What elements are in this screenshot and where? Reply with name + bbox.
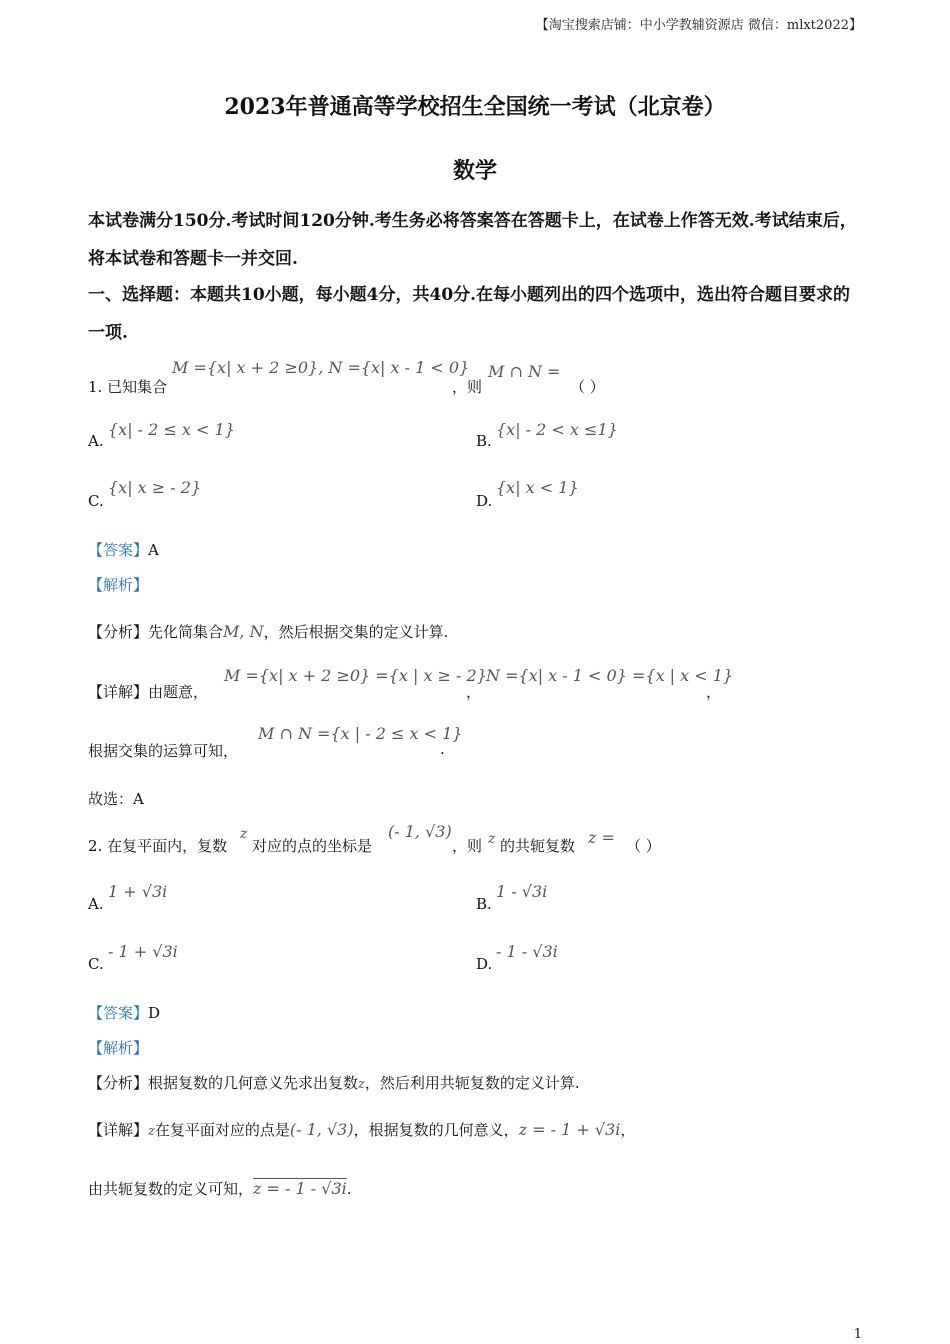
q1-analysis-tag: 【解析】 <box>88 576 149 594</box>
xiangjie-tag: 【详解】 <box>88 683 149 701</box>
answer-tag: 【答案】 <box>88 541 149 559</box>
q1-calc-math: M ∩ N ={x | - 2 ≤ x < 1} <box>258 724 463 743</box>
q2-conj <box>88 1178 352 1199</box>
q1-choose: 故选：A <box>88 790 144 808</box>
q1-answer <box>88 539 159 560</box>
q1-option-a: {x| - 2 ≤ x < 1} <box>108 420 235 439</box>
fenxi-text-a: 先化简集合 <box>148 623 224 641</box>
q1-xiangjie-sep: ， <box>466 683 482 701</box>
q1-xiangjie-m1: M ={x| x + 2 ≥0} ={x | x ≥ - 2} <box>224 666 487 685</box>
fenxi-math: M, N <box>223 622 264 641</box>
q2-option-a: 1 + √3i <box>108 882 168 901</box>
q1-paren: （ ） <box>570 378 605 396</box>
xiangjie-text-c: ， <box>620 1121 636 1139</box>
fenxi-tag: 【分析】 <box>88 1074 149 1092</box>
q2-mid1: 对应的点的坐标是 <box>252 837 373 855</box>
q1-calc-end: . <box>440 740 445 758</box>
q2-option-b-label: B. <box>476 895 492 913</box>
q2-z: z <box>240 826 248 842</box>
q1-prefix: 1. 已知集合 <box>88 378 168 396</box>
q1-option-c: {x| x ≥ - 2} <box>108 478 202 497</box>
answer-value: D <box>148 1004 161 1022</box>
q2-option-b: 1 - √3i <box>496 882 548 901</box>
q1-xiangjie <box>88 681 208 702</box>
q2-zbar: z = <box>588 828 615 847</box>
q1-option-d-label: D. <box>476 492 493 510</box>
q1-option-b: {x| - 2 < x ≤1} <box>496 420 618 439</box>
xiangjie-text-a: 在复平面对应的点是 <box>154 1121 290 1139</box>
q1-calc-text: 根据交集的运算可知， <box>88 742 239 760</box>
fenxi-text-b: ，然后利用共轭复数的定义计算. <box>364 1074 580 1092</box>
q2-z2: z <box>488 831 496 847</box>
q2-fenxi <box>88 1072 580 1093</box>
xiangjie-z: z <box>148 1124 155 1139</box>
q2-paren: （ ） <box>626 837 661 855</box>
q1-option-d: {x| x < 1} <box>496 478 579 497</box>
fenxi-text-a: 根据复数的几何意义先求出复数 <box>148 1074 359 1092</box>
q2-option-d-label: D. <box>476 955 493 973</box>
q1-mid: ，则 <box>452 378 483 396</box>
fenxi-z: z <box>358 1077 365 1092</box>
q2-point: (- 1, √3) <box>388 822 452 841</box>
answer-value: A <box>148 541 159 559</box>
header-note: 【淘宝搜索店铺：中小学教辅资源店 微信：mlxt2022】 <box>535 18 862 33</box>
xiangjie-tag: 【详解】 <box>88 1121 149 1139</box>
q2-prefix: 2. 在复平面内，复数 <box>88 837 228 855</box>
q2-mid2: ，则 <box>452 837 483 855</box>
section-heading: 一、选择题：本题共10小题，每小题4分，共40分.在每小题列出的四个选项中，选出符合题目要求的一项. <box>88 285 851 343</box>
q1-option-b-label: B. <box>476 432 492 450</box>
conj-eq: z = - 1 - √3i <box>253 1179 347 1198</box>
q2-option-a-label: A. <box>88 895 104 913</box>
conj-text-b: . <box>346 1180 352 1198</box>
q1-option-c-label: C. <box>88 492 104 510</box>
q1-xiangjie-end: ， <box>706 683 722 701</box>
fenxi-tag: 【分析】 <box>88 623 149 641</box>
q2-option-c-label: C. <box>88 955 104 973</box>
q1-stem <box>88 376 167 397</box>
q2-mid3: 的共轭复数 <box>500 837 576 855</box>
q2-option-d: - 1 - √3i <box>496 942 558 961</box>
xiangjie-eq: z = - 1 + √3i <box>518 1120 621 1139</box>
page-number: 1 <box>853 1327 862 1342</box>
q1-fenxi <box>88 621 448 642</box>
conj-text-a: 由共轭复数的定义可知， <box>88 1180 254 1198</box>
q2-option-c: - 1 + √3i <box>108 942 178 961</box>
xiangjie-text-a: 由题意， <box>148 683 209 701</box>
xiangjie-text-b: ，根据复数的几何意义， <box>353 1121 519 1139</box>
instructions: 本试卷满分150分.考试时间120分钟.考生务必将答案答在答题卡上，在试卷上作答无效.考试结束后，将本试卷和答题卡一并交回. <box>88 211 857 269</box>
q1-expr: M ∩ N = <box>488 362 561 381</box>
q1-sets: M ={x| x + 2 ≥0}, N ={x| x - 1 < 0} <box>172 358 470 377</box>
xiangjie-point: (- 1, √3) <box>289 1120 354 1139</box>
q1-option-a-label: A. <box>88 432 104 450</box>
exam-subject: 数学 <box>452 158 497 184</box>
q2-xiangjie <box>88 1119 635 1140</box>
q1-xiangjie-m2: N ={x| x - 1 < 0} ={x | x < 1} <box>486 666 734 685</box>
q2-analysis-tag: 【解析】 <box>88 1039 149 1057</box>
answer-tag: 【答案】 <box>88 1004 149 1022</box>
fenxi-text-b: ，然后根据交集的定义计算. <box>263 623 449 641</box>
q2-answer <box>88 1002 160 1023</box>
exam-title: 2023年普通高等学校招生全国统一考试（北京卷） <box>224 94 726 120</box>
